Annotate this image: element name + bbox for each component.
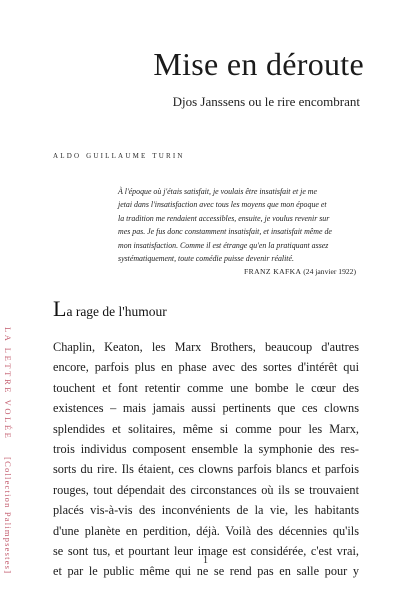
body-line: touchent et font retentir comme une bombe le cœur des bbox=[53, 380, 359, 395]
epigraph-source bbox=[118, 267, 356, 276]
epigraph-source-name: FRANZ KAFKA bbox=[244, 267, 302, 276]
body-line: existences – mais jamais aussi pertinents que ces clowns bbox=[53, 401, 359, 416]
body-line: placés vis-à-vis des inconvénients de la vie, les habitants bbox=[53, 503, 359, 518]
spine-publisher: LA LETTRE VOLÉE bbox=[3, 327, 13, 441]
body-line: rouges, tout dépendait des circonstances où ils se trouvaient bbox=[53, 482, 359, 497]
body-text bbox=[53, 337, 359, 582]
body-line: Chaplin, Keaton, les Marx Brothers, beaucoup d'autres bbox=[53, 340, 359, 354]
body-line: splendides et solitaires, même si comme pour les Marx, bbox=[53, 421, 359, 436]
spine-collection: [Collection Palimpsestes] bbox=[3, 457, 13, 575]
body-line: se sont tus, et pourtant leur image est considérée, c'est vrai, bbox=[53, 544, 359, 559]
spine-label bbox=[3, 327, 17, 595]
section-heading bbox=[53, 298, 167, 320]
epigraph-line: la tradition me rendaient accessibles, ensuite, je voulus revenir sur bbox=[118, 213, 330, 223]
body-line: d'une planète en perdition, déjà. Voilà des décennies qu'ils bbox=[53, 523, 359, 538]
section-heading-initial: L bbox=[53, 296, 67, 321]
epigraph-line: jetai dans l'insatisfaction avec tous les moyens que mon époque et bbox=[118, 200, 327, 210]
author-name: aldo guillaume turin bbox=[53, 150, 185, 161]
spine-text bbox=[3, 327, 13, 574]
page-subtitle: Djos Janssens ou le rire encombrant bbox=[172, 94, 360, 109]
epigraph-line: mes pas. Je fus donc constamment insatisfait, et insatisfait même de bbox=[118, 227, 332, 237]
epigraph-source-date: (24 janvier 1922) bbox=[303, 267, 356, 276]
epigraph-line: mon insatisfaction. Comme il est étrange qu'en la pratiquant assez bbox=[118, 240, 329, 250]
body-line: et par le public même qui ne se rend pas en salle pour y bbox=[53, 564, 359, 579]
body-line: trois individus composent ensemble la symphonie des res- bbox=[53, 442, 359, 457]
section-heading-text: a rage de l'humour bbox=[66, 304, 167, 319]
body-line: encore, parfois plus en phase avec des sortes d'intérêt qui bbox=[53, 360, 359, 375]
epigraph-line: À l'époque où j'étais satisfait, je voulais être insatisfait et je me bbox=[118, 187, 318, 196]
page-number: 1 bbox=[203, 555, 208, 566]
epigraph-line: systématiquement, toute comédie puisse devenir réalité. bbox=[118, 254, 294, 264]
epigraph bbox=[118, 185, 356, 265]
page-title: Mise en déroute bbox=[153, 46, 364, 82]
body-line: sorts du rire. Ils étaient, ces clowns parfois blancs et parfois bbox=[53, 462, 359, 477]
